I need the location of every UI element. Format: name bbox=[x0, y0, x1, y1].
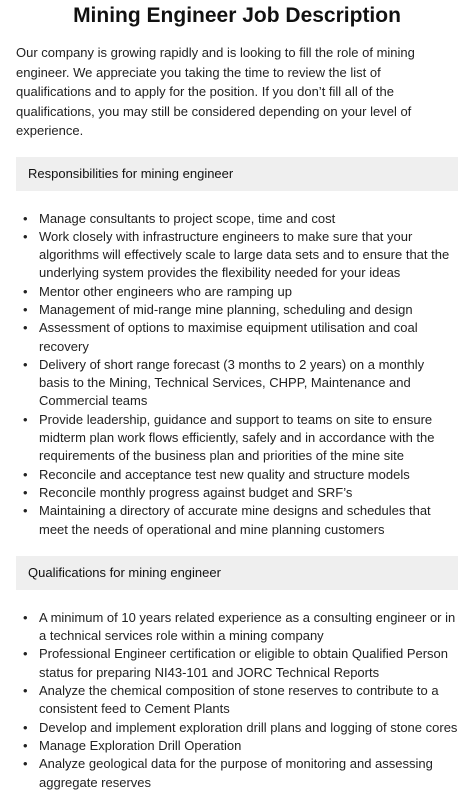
list-item bbox=[16, 283, 458, 301]
list-item-text: Mentor other engineers who are ramping up bbox=[39, 283, 292, 299]
bullet-icon: • bbox=[23, 320, 28, 336]
list-item bbox=[16, 737, 458, 755]
bullet-icon: • bbox=[23, 503, 28, 519]
list-item bbox=[16, 484, 458, 502]
page-title: Mining Engineer Job Description bbox=[73, 4, 401, 27]
bullet-icon: • bbox=[23, 719, 28, 735]
bullet-icon: • bbox=[23, 210, 28, 226]
list-item-text: Professional Engineer certification or eligible to obtain Qualified Person status for preparing NI43-101 and JORC Technical Reports bbox=[39, 646, 449, 680]
list-item bbox=[16, 645, 458, 682]
list-item bbox=[16, 228, 458, 283]
list-item-text: Assessment of options to maximise equipment utilisation and coal recovery bbox=[39, 320, 418, 354]
bullet-icon: • bbox=[23, 283, 28, 299]
bullet-icon: • bbox=[23, 737, 28, 753]
bullet-icon: • bbox=[23, 301, 28, 317]
list-item-text: Reconcile and acceptance test new quality and structure models bbox=[39, 466, 410, 482]
list-item-text: Manage Exploration Drill Operation bbox=[39, 737, 242, 753]
responsibilities-list bbox=[16, 210, 458, 539]
list-item bbox=[16, 719, 458, 737]
bullet-icon: • bbox=[23, 228, 28, 244]
bullet-icon: • bbox=[23, 756, 28, 772]
list-item-text: Develop and implement exploration drill plans and logging of stone cores bbox=[39, 719, 458, 735]
list-item-text: Analyze the chemical composition of stone reserves to contribute to a consistent feed to Cement Plants bbox=[39, 683, 439, 717]
bullet-icon: • bbox=[23, 411, 28, 427]
list-item-text: Analyze geological data for the purpose of monitoring and assessing aggregate reserves bbox=[39, 756, 433, 790]
list-item-text: Work closely with infrastructure engineers to make sure that your algorithms will effectively scale to large data sets and to ensure that the underlying system provides the flexibility needed for your ideas bbox=[39, 228, 450, 281]
bullet-icon: • bbox=[23, 484, 28, 500]
list-item bbox=[16, 466, 458, 484]
list-item bbox=[16, 609, 458, 646]
bullet-icon: • bbox=[23, 466, 28, 482]
bullet-icon: • bbox=[23, 609, 28, 625]
list-item bbox=[16, 755, 458, 792]
list-item-text: A minimum of 10 years related experience as a consulting engineer or in a technical services role within a mining company bbox=[39, 609, 456, 644]
qualifications-list bbox=[16, 609, 458, 792]
bullet-icon: • bbox=[23, 646, 28, 662]
list-item bbox=[16, 319, 458, 356]
list-item bbox=[16, 356, 458, 411]
bullet-icon: • bbox=[23, 683, 28, 699]
bullet-icon: • bbox=[23, 356, 28, 372]
list-item bbox=[16, 411, 458, 466]
list-item-text: Management of mid-range mine planning, scheduling and design bbox=[39, 301, 413, 317]
list-item bbox=[16, 210, 458, 228]
list-item bbox=[16, 502, 458, 539]
list-item bbox=[16, 301, 458, 319]
list-item-text: Reconcile monthly progress against budget and SRF’s bbox=[39, 484, 353, 500]
list-item-text: Maintaining a directory of accurate mine designs and schedules that meet the needs of operational and mine planning customers bbox=[39, 503, 431, 537]
list-item-text: Provide leadership, guidance and support to teams on site to ensure midterm plan work flows efficiently, safely and in accordance with the requirements of the business plan and priorities of the mine site bbox=[39, 411, 435, 464]
list-item-text: Delivery of short range forecast (3 months to 2 years) on a monthly basis to the Mining, Technical Services, CHPP, Maintenance and Commercial teams bbox=[39, 356, 425, 409]
qualifications-header: Qualifications for mining engineer bbox=[16, 556, 458, 590]
list-item-text: Manage consultants to project scope, time and cost bbox=[39, 210, 336, 226]
intro-paragraph: Our company is growing rapidly and is looking to fill the role of mining engineer. We appreciate you taking the time to review the list of qualifications and to apply for the position. If you don’t fill all of the qualifications, you may still be considered depending on your level of experience. bbox=[16, 45, 415, 138]
list-item bbox=[16, 682, 458, 719]
responsibilities-header: Responsibilities for mining engineer bbox=[16, 157, 458, 191]
